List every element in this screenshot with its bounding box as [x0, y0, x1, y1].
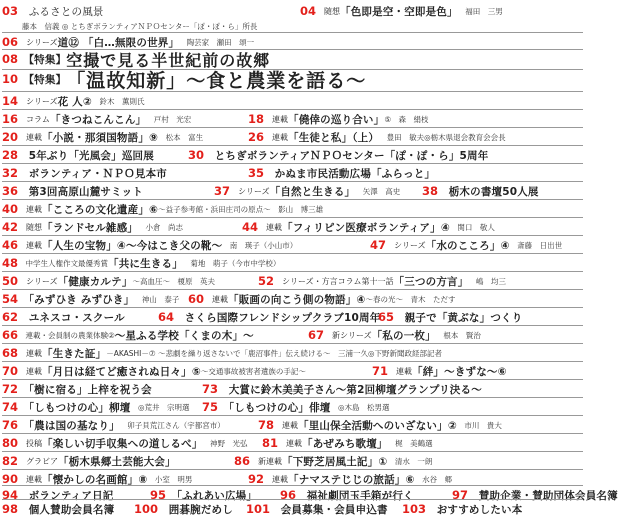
entry-text: 「里山保全活動へのいざない」②: [298, 419, 457, 432]
page-number: 03: [2, 4, 19, 18]
toc-row: [0, 434, 585, 452]
page-number: 82: [2, 454, 19, 468]
page-number: 101: [246, 502, 271, 516]
entry-text: 会員募集・会員申込書: [270, 503, 388, 516]
entry-text: ～交通事故被害者遺族の手記～: [200, 366, 306, 376]
entry-text: 連載: [264, 114, 289, 124]
page-number: 48: [2, 256, 19, 270]
entry-text: シリーズ: [18, 37, 58, 47]
page-number: 50: [2, 274, 19, 288]
entry-text: 南 瑛子（小山市）: [222, 240, 298, 250]
row-divider: [2, 289, 583, 290]
entry-text: 「ナマステじじの旅話」⑥: [288, 473, 415, 486]
page-number: 94: [2, 488, 19, 502]
entry-text: ～星ふる学校「くまの木」～: [114, 329, 254, 342]
entry-text: 矢澤 高史: [355, 186, 401, 196]
page-number: 78: [258, 418, 275, 432]
entry-text: 「しもつけの心」柳壇: [18, 401, 131, 414]
toc-entry[interactable]: [2, 290, 179, 308]
entry-text: ボランティア・ＮＰＯ見本市: [18, 167, 167, 180]
entry-text: 連載: [274, 420, 299, 430]
row-divider: [2, 307, 583, 308]
toc-entry[interactable]: [2, 452, 176, 470]
page-number: 100: [134, 502, 159, 516]
entry-text: シリーズ: [18, 96, 58, 106]
toc-row: [0, 200, 585, 218]
toc-entry[interactable]: [248, 110, 429, 128]
page-number: 74: [2, 400, 19, 414]
toc-entry[interactable]: [248, 164, 435, 182]
row-divider: [2, 469, 583, 470]
page-number: 67: [308, 328, 325, 342]
toc-entry[interactable]: [2, 308, 125, 326]
entry-text: 清水 一朗: [387, 456, 433, 466]
row-divider: [2, 69, 583, 70]
entry-text: 「懐かしの名画館」⑧: [42, 473, 148, 486]
entry-text: 小室 明男: [147, 474, 193, 484]
entry-text: 戸村 光宏: [146, 114, 192, 124]
entry-text: 連載: [18, 204, 43, 214]
entry-text: 「色即是空・空即是色」: [340, 5, 458, 18]
toc-row: [0, 164, 585, 182]
entry-text: 「こころの文化遺産」⑥: [42, 203, 159, 216]
page-number: 103: [402, 502, 427, 516]
page-number: 42: [2, 220, 19, 234]
entry-text: ⑤ 森 絹枝: [384, 114, 429, 124]
page-number: 10: [2, 72, 19, 86]
page-number: 62: [2, 310, 19, 324]
page-number: 46: [2, 238, 19, 252]
entry-text: 鈴木 薫則氏: [91, 96, 145, 106]
toc-entry[interactable]: [2, 434, 248, 452]
toc-entry[interactable]: [202, 398, 390, 416]
entry-text: 大賞に鈴木美美子さん～第2回柳壇グランプリ決る～: [218, 383, 482, 396]
page-number: 38: [422, 184, 439, 198]
page-number: 04: [300, 4, 317, 18]
entry-text: 陶芸家 瀬田 頌一: [179, 37, 255, 47]
entry-text: 「みずひき みずひき」: [18, 293, 135, 306]
toc-row: [0, 500, 585, 518]
entry-text: 松本 富生: [158, 132, 204, 142]
page-number: 70: [2, 364, 19, 378]
entry-text: 「生徒と私」（上）: [288, 131, 380, 144]
entry-text: 三浦一久◎下野新聞政経部記者: [330, 348, 443, 358]
toc-row: [0, 218, 585, 236]
toc-row: [0, 362, 585, 380]
entry-text: 「ふれあい広場」: [166, 489, 258, 502]
toc-entry[interactable]: [378, 308, 522, 326]
entry-text: グラビア: [18, 456, 59, 466]
entry-text: 賛助企業・賛助団体会員名簿: [468, 489, 618, 502]
entry-text: 親子で「黄ぶな」つくり: [394, 311, 523, 324]
page-number: 71: [372, 364, 389, 378]
toc-row: [0, 398, 585, 416]
entry-text: 「水のこころ」④: [425, 239, 510, 252]
page-number: 96: [280, 488, 297, 502]
entry-text: 「絆」: [412, 365, 445, 378]
toc-entry[interactable]: [2, 236, 297, 254]
toc-entry[interactable]: [2, 146, 154, 164]
entry-text: 道⑫ 「白…無限の世界」: [57, 36, 180, 49]
page-number: 66: [2, 328, 19, 342]
toc-entry[interactable]: [2, 344, 442, 362]
entry-text: 福田 三男: [457, 6, 503, 16]
toc-entry[interactable]: [402, 500, 522, 518]
page-number: 81: [262, 436, 279, 450]
entry-text: 「樹に宿る」上梓を祝う会: [18, 383, 152, 396]
entry-text: 「農は国の基なり」: [18, 419, 120, 432]
entry-text: 「温故知新」～食と農業を語る～: [66, 69, 367, 92]
page-number: 32: [2, 166, 19, 180]
page-number: 80: [2, 436, 19, 450]
toc-row: [0, 416, 585, 434]
toc-entry[interactable]: [372, 362, 507, 380]
row-divider: [2, 32, 583, 33]
row-divider: [2, 271, 583, 272]
page-number: 98: [2, 502, 19, 516]
entry-text: ～きずな～⑥: [444, 365, 507, 378]
entry-text: シリーズ: [230, 186, 270, 196]
entry-text: 5年ぶり「光風会」巡回展: [18, 149, 154, 162]
row-divider: [2, 253, 583, 254]
entry-text: ボランティア日記: [18, 489, 114, 502]
entry-text: とちぎボランティアＮＰＯセンター「ぽ・ぽ・ら」5周年: [204, 149, 489, 162]
entry-text: ふるさとの風景: [18, 5, 104, 18]
page-number: 86: [234, 454, 251, 468]
entry-text: 「私の一枚」: [371, 329, 436, 342]
entry-text: 連載: [258, 222, 283, 232]
entry-text: 根本 賢治: [435, 330, 481, 340]
entry-text: ～高血圧～ 榎原 英夫: [132, 276, 216, 286]
entry-text: 中学生人権作文最優秀賞: [18, 258, 109, 268]
entry-text: ユネスコ・スクール: [18, 311, 125, 324]
entry-text: 【特集】: [18, 53, 67, 66]
toc-entry[interactable]: [2, 69, 367, 92]
entry-text: 「健康カルテ」: [57, 275, 133, 288]
toc-entry[interactable]: [2, 326, 254, 344]
entry-text: 「下野芝居風土記」①: [282, 455, 388, 468]
entry-text: かぬま市民活動広場「ふらっと」: [264, 167, 436, 180]
entry-text: －AKASHI－⑦ ～悲劇を繰り返さないで「鹿沼事件」伝え続ける～: [106, 348, 331, 358]
toc-entry[interactable]: [370, 236, 562, 254]
entry-text: 連載: [18, 366, 43, 376]
toc-entry[interactable]: [202, 380, 482, 398]
page-number: 08: [2, 52, 19, 66]
toc-entry[interactable]: [422, 182, 539, 200]
page-number: 90: [2, 472, 19, 486]
entry-text: 連載: [18, 474, 43, 484]
page-number: 28: [2, 148, 19, 162]
entry-text: 福祉劇団玉手箱が行く: [296, 489, 414, 502]
toc-entry[interactable]: [2, 416, 225, 434]
toc-row: [0, 272, 585, 290]
row-divider: [2, 343, 583, 344]
toc-entry[interactable]: [2, 362, 306, 380]
toc-row: [0, 326, 585, 344]
toc-entry[interactable]: [2, 500, 114, 518]
toc-row: [0, 69, 585, 92]
row-divider: [2, 235, 583, 236]
toc-row: [0, 146, 585, 164]
entry-text: 随想: [18, 222, 43, 232]
page-number: 35: [248, 166, 265, 180]
entry-text: 新シリーズ: [324, 330, 372, 340]
entry-text: 「ランドセル雑感」: [42, 221, 139, 234]
page-number: 40: [2, 202, 19, 216]
entry-text: 栃木の書壇50人展: [438, 185, 539, 198]
toc-entry[interactable]: [308, 326, 481, 344]
entry-text: 「月日は経てど癒されぬ日々」⑤: [42, 365, 201, 378]
entry-text: 連載: [264, 132, 289, 142]
row-divider: [2, 485, 583, 486]
toc-entry[interactable]: [234, 452, 432, 470]
toc-entry[interactable]: [134, 500, 233, 518]
entry-text: さくら国際フレンドシップクラブ10周年: [174, 311, 381, 324]
page-number: 37: [214, 184, 231, 198]
row-divider: [2, 451, 583, 452]
entry-text: 連載: [278, 438, 303, 448]
entry-text: 関口 敬人: [449, 222, 495, 232]
row-divider: [2, 199, 583, 200]
toc-entry[interactable]: [2, 272, 215, 290]
row-divider: [2, 49, 583, 50]
toc-entry[interactable]: [248, 128, 506, 146]
row-divider: [2, 397, 583, 398]
toc-entry[interactable]: [2, 182, 143, 200]
page-number: 65: [378, 310, 395, 324]
entry-text: 花 人②: [57, 95, 92, 108]
toc-entry[interactable]: [2, 164, 167, 182]
toc-row: [0, 254, 585, 272]
entry-text: 「僥倖の巡り合い」: [288, 113, 385, 126]
page-number: 44: [242, 220, 259, 234]
entry-text: 投稿: [18, 438, 43, 448]
entry-text: 菊地 萌子（今市中学校）: [182, 258, 281, 268]
toc-entry[interactable]: [158, 308, 380, 326]
row-divider: [2, 361, 583, 362]
row-divider: [2, 325, 583, 326]
page-number: 64: [158, 310, 175, 324]
row-divider: [2, 217, 583, 218]
page-number: 97: [452, 488, 469, 502]
entry-text: 「あぜみち歌壇」: [302, 437, 388, 450]
toc-row: [0, 290, 585, 308]
page-number: 92: [248, 472, 265, 486]
entry-text: 「自然と生きる」: [269, 185, 356, 198]
entry-text: 水谷 郷: [414, 474, 453, 484]
page-number: 54: [2, 292, 19, 306]
toc-entry[interactable]: [2, 218, 183, 236]
entry-text: シリーズ・方言コラム第十一話: [274, 276, 394, 286]
page-number: 16: [2, 112, 19, 126]
toc-entry[interactable]: [188, 146, 488, 164]
row-divider: [2, 109, 583, 110]
entry-text: 連載・会員制の農業体験②: [18, 330, 115, 340]
entry-text: 「栃木県郷土芸能大会」: [58, 455, 176, 468]
toc-entry[interactable]: [188, 290, 456, 308]
entry-text: 「人生の宝物」④～今はこき父の靴～: [42, 239, 223, 252]
toc-entry[interactable]: [2, 200, 323, 218]
entry-text: ～益子参考館・浜田庄司の原点～ 影山 博三雄: [158, 204, 324, 214]
entry-text: 豊田 敏夫◎栃木県退会教育会会長: [379, 132, 506, 142]
entry-text: 小倉 尚志: [138, 222, 184, 232]
entry-text: 神野 光弘: [202, 438, 248, 448]
entry-text: ◎木島 松男選: [330, 402, 390, 412]
entry-text: 卯子貝荒江さん（宇都宮市）: [119, 420, 225, 430]
page-number: 18: [248, 112, 265, 126]
entry-text: 新連載: [250, 456, 283, 466]
page-number: 14: [2, 94, 19, 108]
entry-text: 第3回高原山麓サミット: [18, 185, 144, 198]
entry-text: ◎荒井 宗明選: [130, 402, 190, 412]
entry-text: 梶 美鶴選: [387, 438, 433, 448]
toc-entry[interactable]: [262, 434, 433, 452]
toc-entry[interactable]: [258, 272, 506, 290]
entry-text: 「三つの方言」: [393, 275, 469, 288]
entry-text: 斎藤 日出世: [509, 240, 563, 250]
entry-text: 市川 貴大: [456, 420, 502, 430]
entry-text: 個人賛助会員名簿: [18, 503, 115, 516]
entry-text: 「フィリピン医療ボランティア」④: [282, 221, 450, 234]
row-divider: [2, 379, 583, 380]
entry-text: 連載: [388, 366, 413, 376]
entry-text: コラム: [18, 114, 50, 124]
entry-text: 連載: [204, 294, 229, 304]
entry-text: 連載: [18, 348, 43, 358]
toc-row: [0, 128, 585, 146]
toc-entry[interactable]: [2, 128, 203, 146]
entry-text: 「共に生きる」: [108, 257, 183, 270]
toc-entry[interactable]: [2, 110, 191, 128]
page-number: 52: [258, 274, 275, 288]
entry-text: 【特集】: [18, 73, 67, 86]
entry-text: 「販画の向こう側の物語」④: [228, 293, 366, 306]
toc-entry[interactable]: [2, 92, 144, 110]
entry-text: 神山 泰子: [134, 294, 180, 304]
toc-row: [0, 92, 585, 110]
toc-entry[interactable]: [258, 416, 502, 434]
entry-text: 嶋 均三: [468, 276, 506, 286]
row-divider: [2, 127, 583, 128]
entry-text: 藤本 信義 ◎ とちぎボランティアＮＰＯセンター「ぽ・ぽ・ら」所長: [22, 21, 258, 31]
toc-row: [0, 380, 585, 398]
toc-entry[interactable]: [2, 398, 190, 416]
row-divider: [2, 415, 583, 416]
row-divider: [2, 145, 583, 146]
entry-text: おすすめしたい本: [426, 503, 523, 516]
entry-text: 「しもつけの心」俳壇: [218, 401, 331, 414]
row-divider: [2, 433, 583, 434]
page-number: 95: [150, 488, 167, 502]
page-number: 30: [188, 148, 205, 162]
toc-row: [0, 182, 585, 200]
entry-text: シリーズ: [386, 240, 426, 250]
entry-text: シリーズ: [18, 276, 58, 286]
page-number: 36: [2, 184, 19, 198]
page-number: 47: [370, 238, 387, 252]
page-number: 68: [2, 346, 19, 360]
entry-text: 連載: [18, 132, 43, 142]
page-number: 06: [2, 35, 19, 49]
page-number: 75: [202, 400, 219, 414]
row-divider: [2, 91, 583, 92]
row-divider: [2, 163, 583, 164]
page-number: 20: [2, 130, 19, 144]
entry-text: 随想: [316, 6, 341, 16]
entry-text: 「楽しい切手収集への道しるべ」: [42, 437, 203, 450]
entry-text: 囲碁腕だめし: [158, 503, 233, 516]
page-number: 72: [2, 382, 19, 396]
toc-row: [0, 236, 585, 254]
entry-text: 空撮で見る半世紀前の故郷: [66, 50, 271, 70]
row-divider: [2, 499, 583, 500]
toc-row: [0, 344, 585, 362]
entry-text: 連載: [18, 240, 43, 250]
toc-row: [0, 110, 585, 128]
toc-row: [0, 308, 585, 326]
page-number: 76: [2, 418, 19, 432]
entry-text: 「きつねこんこん」: [49, 113, 147, 126]
toc-entry[interactable]: [214, 182, 400, 200]
page-number: 26: [248, 130, 265, 144]
row-divider: [2, 181, 583, 182]
entry-text: 「小説・那須国物語」⑨: [42, 131, 159, 144]
toc-entry[interactable]: [242, 218, 495, 236]
page-number: 73: [202, 382, 219, 396]
entry-text: ～春の光～ 青木 ただす: [365, 294, 456, 304]
toc-entry[interactable]: [246, 500, 388, 518]
page-number: 60: [188, 292, 205, 306]
entry-text: 連載: [264, 474, 289, 484]
toc-entry[interactable]: [2, 380, 152, 398]
entry-text: 「生きた証」: [42, 347, 107, 360]
toc-row: [0, 452, 585, 470]
toc-entry[interactable]: [2, 254, 280, 272]
